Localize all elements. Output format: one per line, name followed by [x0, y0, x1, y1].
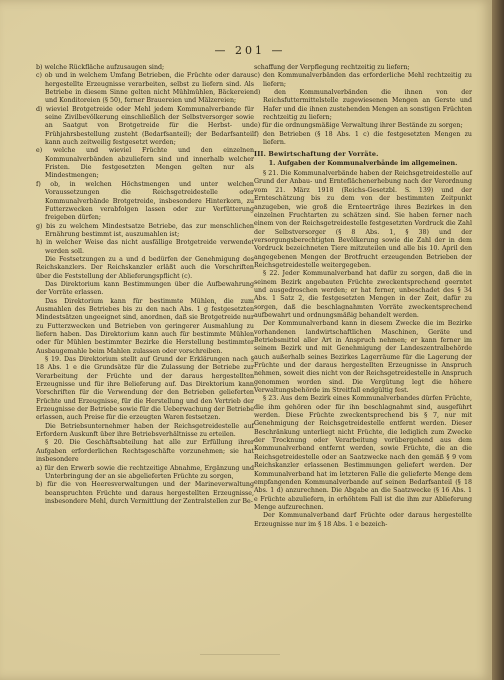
- paragraph: Der Kommunalverband darf Früchte oder daraus hergestellte Erzeugnisse nur im § 18 Abs. 1 e bezeich-: [254, 512, 472, 528]
- paragraph: e) welche und wieviel Früchte und den einzelnen Kommunalverbänden abzuliefern sind und innerhalb welcher Fristen. Die festgesetzten Mengen gelten nur als Mindestmengen;: [36, 147, 254, 180]
- paragraph: d) wieviel Brotgetreide oder Mehl jedem Kommunalverbande für seine Zivilbevölkerung einschließlich der Selbstversorger sowie an Saatgut von Brotgetreide für die Herbst- und Frühjahrsbestellung zusteht (Bedarfsanteil); der Bedarfsanteil kann auch zeitweilig festgesetzt werden;: [36, 105, 254, 147]
- paragraph: d) den Kommunalverbänden die ihnen von der Reichsfuttermittelstelle zugewiesenen Mengen an Gerste und Hafer und die ihnen zustehenden Mengen an sonstigen Früchten rechtzeitig zu liefern;: [254, 89, 472, 122]
- right-column: [254, 64, 472, 529]
- paragraph: e) für die ordnungsmäßige Verwaltung ihrer Bestände zu sorgen;: [254, 122, 463, 130]
- page-number: — 201 —: [214, 44, 286, 57]
- paragraph: § 22. Jeder Kommunalverband hat dafür zu sorgen, daß die in seinem Bezirk angebauten Früchte zweckentsprechend geerntet und ausgedroschen werden; er hat ferner, unbeschadet des § 34 Abs. 1 Satz 2, die festgesetzten Mengen in der Zeit, dafür zu sorgen, daß die beschlagnahmten Vorräte zweckentsprechend aufbewahrt und ordnungsmäßig behandelt werden.: [254, 270, 472, 319]
- paragraph: h) in welcher Weise das nicht ausfällige Brotgetreide verwendet werden soll.: [36, 239, 254, 255]
- paragraph: f) ob, in welchen Höchstmengen und unter welchen Voraussetzungen die Reichsgetreidestelle oder Kommunalverbände Brotgetreide, insbesondere Hinterkorn, zu Futterzwecken verabfolgen lassen oder zur Verfütterung freigeben dürfen;: [36, 180, 254, 222]
- paragraph: b) für die von Heeresverwaltungen und der Marineverwaltung beanspruchten Früchte und daraus hergestellten Erzeugnisse, insbesondere Mehl, durch Vermittlung der Zentralstellen zur Be-: [36, 481, 254, 505]
- paragraph: Die Festsetzungen zu a und d bedürfen der Genehmigung des Reichskanzlers. Der Reichskanzler erläßt auch die Vorschriften über die Feststellung der Ablieferungspflicht (c).: [36, 255, 254, 280]
- paragraph: § 21. Die Kommunalverbände haben der Reichsgetreidestelle auf Grund der Anbau- und Ernteflächenerhebung nach der Verordnung vom 21. März 1918 (Reichs-Gesetzbl. S. 139) und der Ernteschätzung bis zu dem von der bestimmten Zeitpunkt anzugeben, wie groß die Ernteerträge ihres Bezirkes in den einzelnen Fruchtarten zu schätzen sind. Sie haben ferner nach einem von der Reichsgetreidestelle festgesetzten Vordruck die Zahl der Selbstversorger (§ 8 Abs. 1, § 38) und der versorgungsberechtigten Bevölkerung sowie die Zahl der in dem Vordruck bezeichneten Tiere mitzuteilen und alle bis 10. April den angegebenen Mengen der Brotfrucht erzeugenden Betrieben der Reichsgetreidestelle weitergegeben.: [254, 170, 472, 269]
- paragraph: Die Betriebsunternehmer haben der Reichsgetreidestelle auf Erfordern Auskunft über ihre Betriebsverhältnisse zu erteilen.: [36, 422, 254, 439]
- paragraph: § 19. Das Direktorium stellt auf Grund der Erklärungen nach § 18 Abs. 1 e die Grundsätze für die Zulassung der Betriebe zur Verarbeitung der Früchte und der daraus hergestellten Erzeugnisse und für ihre Belieferung auf. Das Direktorium kann Vorschriften für die Verwendung der den Betrieben gelieferten Früchte und Erzeugnisse, für die Herstellung und den Vertrieb der Erzeugnisse der Betriebe sowie für die Ueberwachung der Betriebe erlassen, auch Preise für die erzeugten Waren festsetzen.: [36, 356, 254, 422]
- paragraph: schaffung der Verpflegung rechtzeitig zu liefern;: [254, 64, 410, 71]
- paragraph: b) welche Rückfläche aufzusaugen sind;: [36, 64, 165, 71]
- book-spine-edge: [492, 0, 504, 680]
- paragraph: § 20. Die Geschäftsabteilung hat alle zur Erfüllung ihrer Aufgaben erforderlichen Rechtsgeschäfte vorzunehmen; sie hat insbesondere: [36, 439, 254, 464]
- paragraph: f) den Betrieben (§ 18 Abs. 1 c) die festgesetzten Mengen zu liefern.: [254, 130, 472, 147]
- paragraph: § 23. Aus dem Bezirk eines Kommunalverbandes dürfen Früchte, die ihm gehören oder für ihn beschlagnahmt sind, ausgeführt werden. Diese Früchte zweckentsprechend bis § 7, nur mit Genehmigung der Reichsgetreidestelle entfernt werden. Dieser Beschränkung unterliegt nicht Früchte, die lediglich zum Zwecke der Trocknung oder Verarbeitung vorübergehend aus dem Kommunalverband entfernt werden, sowie Früchte, die an die Reichsgetreidestelle oder an Saatzwecke nach den gemäß § 9 vom Reichskanzler erlassenen Bestimmungen geliefert werden. Der Kommunalverband hat im letzteren Falle die gelieferte Menge dem empfangenden Kommunalverbande auf seinen Bedarfsanteil (§ 18 Abs. 1 d) anzurechnen. Die Abgabe an die Saatzwecke (§ 16 Abs. 1 e Früchte abzuliefern, in erhöhtem Fall ist die ihm zur Ablieferung Menge aufzurechnen.: [254, 395, 472, 511]
- paragraph: Das Direktorium kann für bestimmte Mühlen, die zum Ausmahlen des Betriebes bis zu den nach Abs. 1 g festgesetzten Mindestsätzen ungeeignet sind, anordnen, daß sie Brotgetreide nur zu Futterzwecken und Betrieben von geringerer Ausmahlung zu liefern haben. Das Direktorium kann auch für bestimmte Mühlen oder für Mühlen bestimmter Bezirke die Herstellung bestimmter Ausbaugemahle beim Mahlen zulassen oder vorschreiben.: [36, 297, 254, 355]
- paragraph: c) ob und in welchem Umfang Betrieben, die Früchte oder daraus hergestellte Erzeugnisse verarbeiten, selbst zu liefern sind. Als Betriebe in diesem Sinne gelten nicht Mühlmühlen, Bäckereien und Konditoreien (§ 50), ferner Brauereien und Mälzereien;: [36, 72, 254, 105]
- left-column: [36, 64, 254, 506]
- subsection-heading: 1. Aufgaben der Kommunalverbände im allgemeinen.: [268, 159, 458, 167]
- paragraph: c) den Kommunalverbänden das erforderliche Mehl rechtzeitig zu liefern;: [254, 72, 472, 88]
- page-divider: [200, 654, 280, 655]
- paragraph: Der Kommunalverband kann in diesem Zwecke die im Bezirke vorhandenen landwirtschaftlichen Maschinen, Geräte und Betriebsmittel aller Art in Anspruch nehmen; er kann ferner im seinem Bezirk und mit Genehmigung der Landeszentralbehörde auch außerhalb seines Bezirkes Lagerräume für die Lagerung der Früchte und der daraus hergestellten Erzeugnisse in Anspruch nehmen, soweit dies nicht von der Reichsgetreidestelle in Anspruch genommen worden sind. Die Vergütung legt die höhere Verwaltungsbehörde im Streitfall endgültig fest.: [254, 320, 472, 395]
- paragraph: g) bis zu welchem Mindestsatze Betriebe, das zur menschlichen Ernährung bestimmt ist, auszumahlen ist;: [36, 222, 254, 238]
- paragraph: Das Direktorium kann Bestimmungen über die Aufbewahrung der Vorräte erlassen.: [36, 280, 254, 297]
- section-heading: III. Bewirtschaftung der Vorräte.: [254, 150, 379, 159]
- paragraph: a) für den Erwerb sowie die rechtzeitige Abnahme, Ergänzung und Unterbringung der an sie abgelieferten Früchte zu sorgen,: [36, 464, 254, 480]
